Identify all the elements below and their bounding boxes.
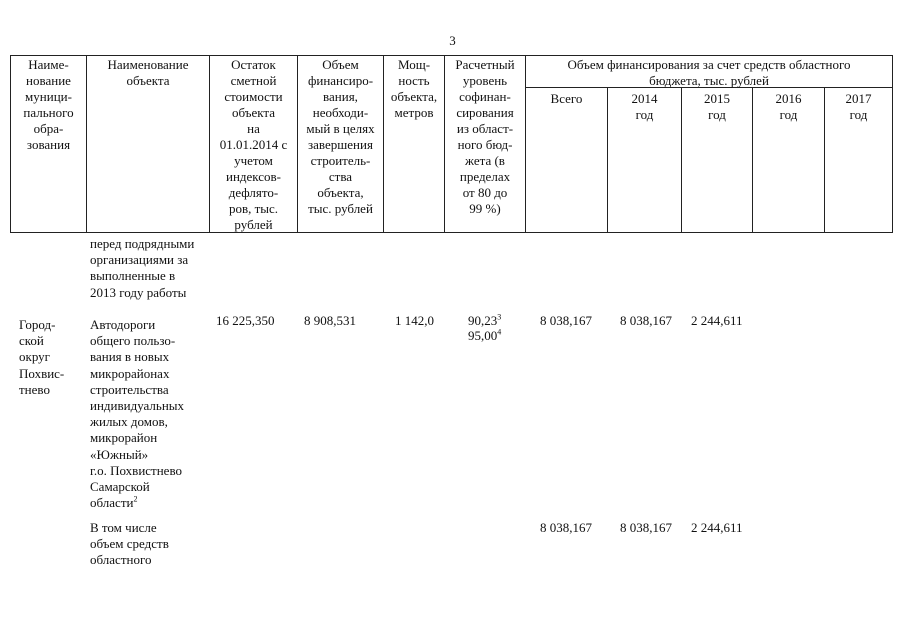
col-2016-header: 2016 год [775,91,802,122]
capacity-value: 1 142,0 [395,313,434,328]
object-name-text: Автодороги общего пользо- вания в новых микрорайонах строительства индивидуальных жилых домов, микрорайон «Южный» г.о. Похвистнево Самарской области [90,317,185,511]
total-value: 8 038,167 [540,313,592,328]
col-municipality-header: Наиме- нование муници- пального обра- зования [23,57,74,152]
cofinancing-2-footnote: 4 [497,327,502,337]
cofinancing-2-text: 95,00 [468,328,498,343]
municipality-name: Город- ской округ Похвис- тнево [19,317,65,397]
col-2017-header: 2017 год [845,91,872,122]
continuation-text: перед подрядными организациями за выполненные в 2013 году работы [90,236,195,300]
funding-needed-value: 8 908,531 [304,313,356,328]
col-regional-funding-group-header: Объем финансирования за счет средств областного бюджета, тыс. рублей [567,57,851,88]
header-top-line [10,55,892,56]
subrow-total-value: 8 038,167 [540,520,592,535]
subrow-2015-value: 2 244,611 [691,520,743,535]
cofinancing-1-text: 90,23 [468,313,498,328]
year-2015-value: 2 244,611 [691,313,743,328]
remaining-cost-value: 16 225,350 [216,313,275,328]
cofinancing-value-1 [468,313,501,329]
col-cofinancing-header: Расчетный уровень софинан- сирования из област- ного бюд- жета (в пределах от 80 до 99 %) [455,57,515,216]
header-bottom-line [10,232,892,233]
subrow-2014-value: 8 038,167 [620,520,672,535]
cofinancing-1-footnote: 3 [497,312,502,322]
col-2015-header: 2015 год [704,91,730,122]
vline [892,55,893,233]
col-2014-header: 2014 год [631,91,658,122]
object-name [90,317,184,511]
subrow-label: В том числе объем средств областного [90,520,169,568]
table-header [0,55,905,235]
col-object-header: Наименование объекта [107,57,189,88]
page-number: 3 [449,33,456,48]
col-remaining-cost-header: Остаток сметной стоимости объекта на 01.01.2014 с учетом индексов- дефлято- ров, тыс. рублей [219,57,288,232]
col-funding-needed-header: Объем финансиро- вания, необходи- мый в целях завершения строитель- ства объекта, тыс. рублей [306,57,375,216]
col-capacity-header: Мощ- ность объекта, метров [390,57,438,120]
cofinancing-value-2 [468,328,501,344]
col-total-header: Всего [550,91,583,106]
year-2014-value: 8 038,167 [620,313,672,328]
object-footnote: 2 [133,494,138,504]
